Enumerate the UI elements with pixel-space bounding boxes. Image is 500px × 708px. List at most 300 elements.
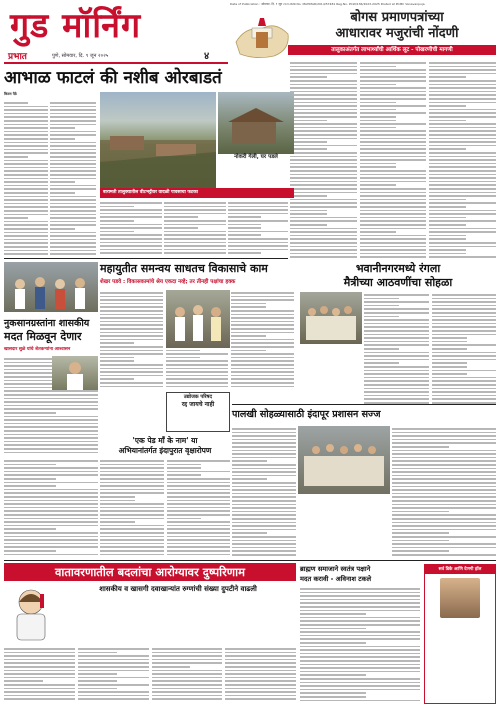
text-line [4,471,98,473]
text-line [290,238,357,240]
text-line [100,471,164,473]
text-line [300,599,420,601]
text-line [300,631,420,633]
text-line [364,301,429,303]
text-line [360,98,427,100]
text-line [100,536,164,538]
lead-column-1 [4,100,48,256]
text-line [290,253,357,255]
text-line [364,326,429,328]
text-line [290,152,357,154]
text-line [231,321,294,323]
text-line [4,134,48,136]
text-line [232,514,296,516]
text-line [232,428,296,430]
text-line [228,209,288,211]
text-line [360,188,427,190]
text-line [231,382,294,384]
text-line [364,384,429,386]
text-line [392,500,496,502]
text-line [232,432,296,434]
text-line [232,547,296,549]
text-line [232,511,296,513]
text-line [4,206,48,208]
text-line [100,375,163,377]
text-line [232,446,296,448]
text-line [290,120,327,122]
text-line [100,460,164,462]
text-line [392,514,496,516]
text-line [290,188,357,190]
text-line [50,214,96,216]
text-line [167,543,231,545]
text-line [290,116,357,118]
text-line [164,234,226,236]
text-line [300,653,420,655]
text-line [364,323,429,325]
text-line [364,362,399,364]
text-line [4,441,98,443]
text-line [429,98,496,100]
text-line [232,536,296,538]
text-line [166,368,229,370]
text-line [364,341,429,343]
text-line [231,386,294,388]
text-line [231,335,265,337]
text-line [429,94,496,96]
text-line [429,184,496,186]
text-line [360,253,427,255]
text-line [432,298,497,300]
text-line [392,468,496,470]
text-line [432,370,497,372]
text-line [100,514,164,516]
text-line [300,689,420,691]
lead-column-4 [164,200,226,256]
text-line [100,332,163,334]
text-line [290,192,357,194]
text-line [228,245,288,247]
text-line [4,120,48,122]
text-line [167,510,231,512]
top-right-headline-2: आधारावर मजुरांची नोंदणी [335,26,459,41]
page-number: ४ [204,51,210,62]
palkhi-headline: पालखी सोहळ्यासाठी इंदापूर प्रशासन सज्ज [232,409,381,420]
text-line [50,163,96,165]
text-line [232,540,296,542]
text-line [4,554,98,556]
text-line [290,199,357,201]
text-line [290,123,357,125]
text-line [232,471,296,473]
text-line [4,174,48,176]
text-line [4,467,98,469]
text-line [4,539,98,541]
text-line [100,510,164,512]
text-line [167,521,231,523]
text-line [50,185,96,187]
right2-columns [364,292,496,404]
text-line [50,138,75,140]
bottom-right-headline: ब्राह्मण समाजाने स्वतंत्र पक्षाने [300,565,371,573]
text-line [392,439,496,441]
text-line [231,310,294,312]
text-line [364,319,429,321]
health-headline-bar [4,563,296,581]
text-line [231,371,294,373]
text-line [4,528,56,530]
text-line [300,664,420,666]
text-line [364,366,429,368]
text-line [392,540,449,542]
text-line [429,256,496,258]
text-line [392,428,496,430]
lead-column-2 [50,100,96,256]
text-line [232,460,267,462]
text-line [164,252,226,254]
text-line [360,184,397,186]
text-line [166,357,200,359]
text-line [231,378,294,380]
text-line [290,213,327,215]
text-line [392,525,496,527]
text-line [360,152,427,154]
text-line [4,106,48,108]
text-line [392,532,449,534]
text-line [4,152,48,154]
text-line [360,138,427,140]
text-line [100,532,164,534]
text-line [4,142,48,144]
text-line [360,256,427,258]
text-line [429,188,496,190]
text-line [429,141,496,143]
text-line [392,547,496,549]
text-line [429,105,466,107]
text-line [100,368,163,370]
text-line [100,324,163,326]
left-photo [4,262,98,312]
text-line [360,62,427,64]
text-line [290,159,357,161]
text-line [360,84,397,86]
text-line [232,525,296,527]
text-line [360,102,397,104]
text-line [4,398,98,400]
text-line [432,384,497,386]
left2-headline-1: नुकसानग्रस्तांना शासकीय [4,318,90,329]
right2-headline-2: मैत्रीच्या आठवणींचा सोहळा [343,276,453,289]
text-line [4,170,48,172]
text-line [360,220,427,222]
text-line [100,386,163,388]
text-line [166,378,229,380]
text-line [100,378,134,380]
text-line [231,339,294,341]
text-line [4,543,98,545]
text-line [432,330,497,332]
text-line [167,536,231,538]
text-line [364,380,429,382]
text-line [4,401,98,403]
text-line [429,220,496,222]
text-line [100,485,164,487]
text-line [167,554,231,556]
text-line [100,234,162,236]
text-line [290,148,327,150]
text-line [290,73,357,75]
text-line [4,138,48,140]
text-line [429,170,496,172]
text-line [392,453,496,455]
text-line [231,303,265,305]
text-line [167,518,202,520]
text-line [167,550,231,552]
text-line [50,221,96,223]
text-line [432,294,497,296]
text-line [4,500,98,502]
text-line [392,507,496,509]
small-box-subtitle: रद्द जायचे नाही [181,401,215,408]
text-line [167,496,231,498]
text-line [164,249,226,251]
text-line [50,124,96,126]
small-box-title: उद्योजक परिषद [183,394,213,400]
text-line [100,202,162,204]
text-line [300,628,366,630]
text-line [232,550,296,552]
text-line [360,224,427,226]
text-line [432,398,497,400]
text-line [4,250,48,252]
text-line [429,249,466,251]
text-line [100,252,162,254]
text-line [50,131,96,133]
text-line [167,546,231,548]
text-line [360,195,427,197]
small-box [166,392,230,432]
text-line [100,492,164,494]
text-line [166,353,229,355]
top-right-columns [290,60,496,260]
text-line [432,337,467,339]
text-line [290,228,357,230]
text-line [360,112,427,114]
text-line [429,148,466,150]
text-line [392,489,496,491]
text-line [290,127,357,129]
text-line [167,532,231,534]
text-line [4,423,98,425]
text-line [231,292,294,294]
text-line [164,220,226,222]
text-line [231,299,294,301]
text-line [290,69,357,71]
text-line [100,346,163,348]
text-line [360,210,427,212]
text-line [360,127,397,129]
text-line [100,303,163,305]
text-line [232,453,296,455]
text-line [290,66,357,68]
text-line [429,62,496,64]
text-line [300,610,420,612]
health-headline: वातावरणातील बदलांचा आरोग्यावर दुष्परिणाम [55,565,245,579]
text-line [232,435,296,437]
text-line [290,224,327,226]
text-line [360,87,427,89]
text-line [290,246,357,248]
text-line [432,344,497,346]
text-line [4,485,56,487]
tree-headline-1: 'एक पेड माँ के नाम' या [132,436,198,445]
text-line [364,355,429,357]
text-line [360,174,427,176]
health-illustration [4,584,58,644]
text-line [50,239,96,241]
text-line [232,504,296,506]
text-line [167,467,202,469]
text-line [364,395,429,397]
text-line [432,305,497,307]
text-line [429,177,496,179]
text-line [290,130,357,132]
text-line [429,181,496,183]
text-line [167,528,231,530]
text-line [290,91,357,93]
palkhi-column-1 [232,426,296,556]
text-line [100,353,163,355]
text-line [360,242,427,244]
text-line [232,486,296,488]
text-line [50,156,96,158]
health-columns-2 [60,596,296,704]
text-line [167,460,231,462]
text-line [432,312,497,314]
text-line [4,131,48,133]
text-line [360,166,397,168]
text-line [360,235,427,237]
text-line [167,489,231,491]
text-line [4,199,48,201]
ad-box [424,564,496,704]
text-line [300,682,420,684]
text-line [392,446,449,448]
bottom-right-columns [300,586,420,704]
masthead [4,4,228,64]
text-line [432,308,497,310]
text-line [4,124,48,126]
text-line [50,232,96,234]
text-line [429,235,466,237]
text-line [290,98,357,100]
tree-columns [100,458,230,558]
text-line [360,199,427,201]
text-line [392,435,496,437]
text-line [166,371,229,373]
text-line [360,206,427,208]
text-line [300,595,420,597]
text-line [4,239,48,241]
text-line [232,482,296,484]
text-line [300,678,420,680]
text-line [290,102,357,104]
text-line [4,224,48,226]
text-line [392,464,496,466]
text-line [100,209,162,211]
text-line [429,102,496,104]
text-line [4,242,48,244]
text-line [392,478,496,480]
text-line [4,550,56,552]
text-line [360,141,427,143]
text-line [360,177,427,179]
text-line [50,188,96,190]
text-line [290,105,357,107]
text-line [167,478,231,480]
map-graphic [230,12,294,64]
text-line [100,328,163,330]
text-line [432,362,467,364]
indapur-graphic [230,12,294,64]
text-line [429,166,496,168]
text-line [50,181,75,183]
text-line [429,174,496,176]
text-line [300,606,420,608]
text-line [50,116,96,118]
text-line [300,617,420,619]
text-line [364,334,429,336]
text-line [228,231,288,233]
text-line [360,145,427,147]
text-line [100,249,162,251]
text-line [50,113,96,115]
text-line [50,142,96,144]
text-line [100,306,163,308]
text-line [50,109,96,111]
text-line [4,482,98,484]
text-line [300,613,366,615]
text-line [228,216,261,218]
text-line [429,87,496,89]
text-line [429,116,496,118]
text-line [231,328,294,330]
text-line [290,112,357,114]
text-line [392,457,496,459]
text-line [290,184,357,186]
text-line [364,312,429,314]
text-line [4,127,48,129]
text-line [164,224,226,226]
text-line [364,352,429,354]
text-line [4,181,48,183]
text-line [364,377,429,379]
text-line [364,388,429,390]
section-rule-1 [4,258,288,259]
text-line [167,500,231,502]
text-line [50,203,96,205]
text-line [392,554,496,556]
text-line [164,238,226,240]
text-line [4,203,48,205]
masthead-title: गुड मॉर्निंग [10,6,142,46]
text-line [100,382,163,384]
text-line [432,301,497,303]
text-line [392,442,496,444]
text-line [290,163,357,165]
text-line [300,696,366,698]
text-line [231,368,294,370]
